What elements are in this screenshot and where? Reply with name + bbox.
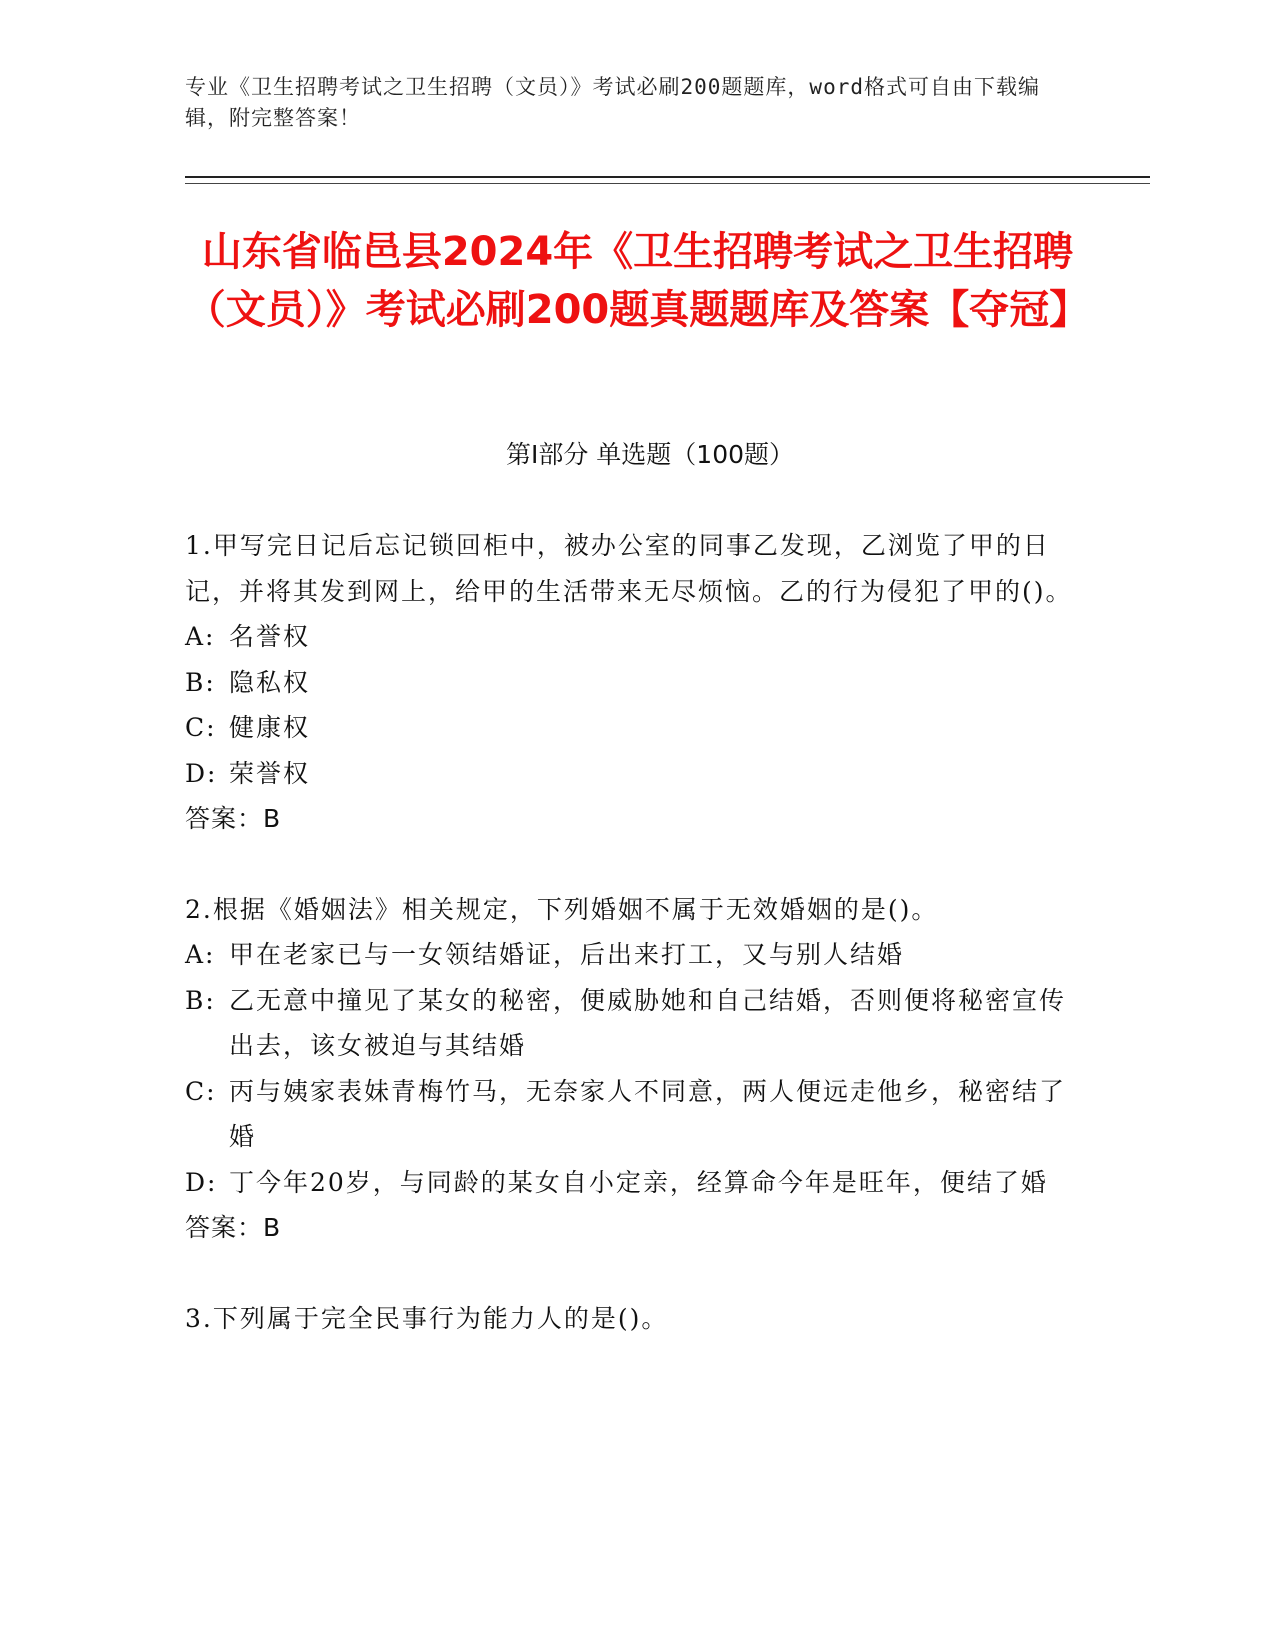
question-stem: 3.下列属于完全民事行为能力人的是()。 (185, 1303, 669, 1333)
document-title: 山东省临邑县2024年《卫生招聘考试之卫生招聘（文员）》考试必刷200题真题题库及答案【夺冠】 (185, 229, 1090, 333)
option-letter: B: (185, 985, 216, 1015)
option-letter: D: (185, 1167, 218, 1197)
question-stem: 2.根据《婚姻法》相关规定，下列婚姻不属于无效婚姻的是()。 (185, 894, 939, 924)
option-text: 隐私权 (229, 667, 311, 697)
option-c (185, 1069, 1075, 1160)
option-text: 甲在老家已与一女领结婚证，后出来打工，又与别人结婚 (229, 940, 905, 969)
header-note: 专业《卫生招聘考试之卫生招聘（文员）》考试必刷200题题库，word格式可自由下载编辑，附完整答案！ (185, 75, 1040, 130)
answer-line: 答案：B (185, 804, 282, 833)
answer-line: 答案：B (185, 1213, 282, 1242)
option-text: 荣誉权 (229, 758, 311, 788)
option-text: 名誉权 (229, 622, 311, 651)
question-3 (185, 1296, 1075, 1342)
option-text: 乙无意中撞见了某女的秘密，便威胁她和自己结婚，否则便将秘密宣传出去，该女被迫与其结婚 (229, 985, 1067, 1060)
option-text: 健康权 (229, 713, 311, 742)
question-1 (185, 523, 1075, 842)
option-letter: A: (185, 622, 216, 651)
option-text: 丙与姨家表妹青梅竹马，无奈家人不同意，两人便远走他乡，秘密结了婚 (229, 1076, 1067, 1151)
option-letter: C: (185, 1076, 217, 1106)
option-d (185, 751, 1075, 797)
option-text: 丁今年20岁，与同龄的某女自小定亲，经算命今年是旺年，便结了婚 (229, 1167, 1048, 1197)
option-d (185, 1160, 1075, 1206)
question-2 (185, 887, 1075, 1251)
option-b (185, 660, 1075, 706)
option-a (185, 614, 1075, 660)
header-divider-thick (185, 176, 1150, 178)
option-letter: B: (185, 667, 216, 697)
header-divider-thin (185, 183, 1150, 184)
option-c (185, 705, 1075, 751)
option-letter: A: (185, 940, 216, 969)
option-letter: D: (185, 758, 218, 788)
question-list (185, 523, 1075, 1386)
option-b (185, 978, 1075, 1069)
option-letter: C: (185, 713, 217, 742)
option-a (185, 932, 1075, 978)
section-title: 第Ⅰ部分 单选题（100题） (505, 440, 795, 469)
question-stem: 1.甲写完日记后忘记锁回柜中，被办公室的同事乙发现，乙浏览了甲的日记，并将其发到网上，给甲的生活带来无尽烦恼。乙的行为侵犯了甲的()。 (185, 531, 1073, 606)
